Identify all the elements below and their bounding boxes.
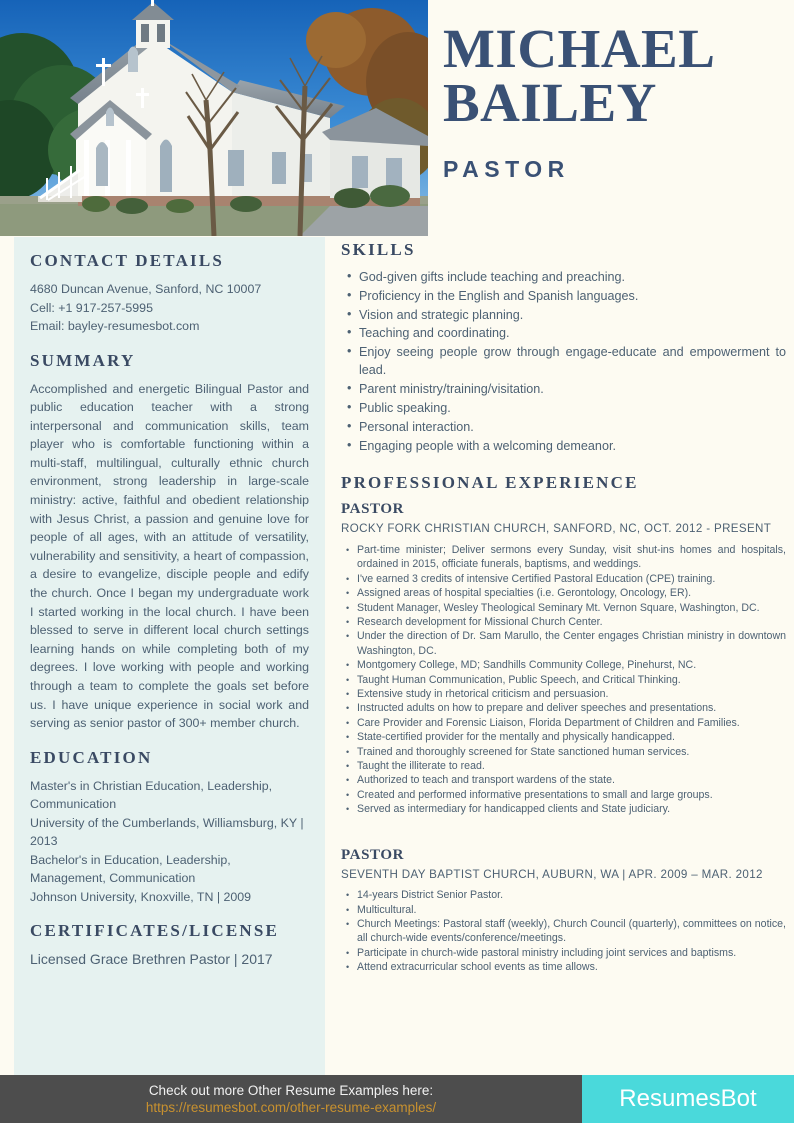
- skill-item: • Enjoy seeing people grow through engage-educate and empowerment to lead.: [341, 343, 786, 380]
- job-company-dates: SEVENTH DAY BAPTIST CHURCH, AUBURN, WA | APR. 2009 – MAR. 2012: [341, 867, 763, 881]
- duty-item: • Extensive study in rhetorical criticism and persuasion.: [341, 687, 786, 701]
- duty-item: • Church Meetings: Pastoral staff (weekly), Church Council (quarterly), committees on notice, all church-wide events/conference/meetings.: [341, 917, 786, 946]
- spacer: [341, 455, 786, 473]
- resumesbot-brand-badge[interactable]: ResumesBot: [582, 1075, 794, 1123]
- skill-item: • Vision and strategic planning.: [341, 306, 786, 324]
- certificate-entry: Licensed Grace Brethren Pastor | 2017: [30, 951, 273, 968]
- skill-item: • Public speaking.: [341, 399, 786, 417]
- education-entry: Johnson University, Knoxville, TN | 2009: [30, 889, 252, 904]
- summary-heading: SUMMARY: [30, 350, 136, 370]
- skill-item: • Engaging people with a welcoming demeanor.: [341, 437, 786, 455]
- duty-item: • Montgomery College, MD; Sandhills Community College, Pinehurst, NC.: [341, 658, 786, 672]
- skill-item: • Teaching and coordinating.: [341, 324, 786, 342]
- job-duties-list: [341, 888, 786, 974]
- education-heading: EDUCATION: [30, 747, 153, 767]
- education-entry: University of the Cumberlands, Williamsburg, KY | 2013: [30, 815, 304, 849]
- duty-item: • 14-years District Senior Pastor.: [341, 888, 786, 902]
- duty-item: • Research development for Missional Church Center.: [341, 615, 786, 629]
- duty-item: • Served as intermediary for handicapped clients and State judiciary.: [341, 802, 786, 816]
- duty-item: • State-certified provider for the mentally and physically handicapped.: [341, 730, 786, 744]
- duty-item: • Instructed adults on how to prepare and deliver speeches and presentations.: [341, 701, 786, 715]
- duty-item: • Multicultural.: [341, 903, 786, 917]
- job-duties-list: [341, 543, 786, 817]
- duty-item: • Taught the illiterate to read.: [341, 759, 786, 773]
- duty-item: • Attend extracurricular school events as time allows.: [341, 960, 786, 974]
- contact-details-heading: CONTACT DETAILS: [30, 251, 225, 270]
- job-role-title: PASTOR: [443, 155, 570, 182]
- job-company-dates: ROCKY FORK CHRISTIAN CHURCH, SANFORD, NC, OCT. 2012 - PRESENT: [341, 522, 772, 536]
- contact-email: Email: bayley-resumesbot.com: [30, 319, 200, 333]
- spacer: [30, 906, 309, 921]
- duty-item: • Under the direction of Dr. Sam Marullo, the Center engages Christian ministry in downtown Washington, DC.: [341, 629, 786, 658]
- summary-text: Accomplished and energetic Bilingual Pastor and public education teacher with a strong interpersonal and communication skills, team player who is comfortable functioning within a multi-staff, multilingual, culturally ethnic church environment, strong leadership in large-scale ministry: active, faithful and obedient relationship with Jesus Christ, a passion and genuine love for people of all ages, with an attitude of versatility, vulnerability and sensitivity, a heart of compassion, a desire to evangelize, disciple people and edify the church. Once I began my undergraduate work I started working in the local church. I have been blessed to serve in different local church settings learning hands on while completing both of my degrees. I love working with people and working through a team to complete the goals set before us. I have unique experience in social work and serving as senior pastor of 300+ member church.: [30, 381, 309, 731]
- experience-entry: [341, 847, 786, 975]
- left-sidebar: [14, 237, 325, 1075]
- education-entry: Master's in Christian Education, Leadership, Communication: [30, 778, 273, 812]
- main-content: [341, 240, 786, 975]
- church-photo-illustration: [0, 0, 428, 236]
- spacer: [30, 733, 309, 748]
- experience-heading: PROFESSIONAL EXPERIENCE: [341, 473, 639, 493]
- skill-item: • Personal interaction.: [341, 418, 786, 436]
- footer-caption: Check out more Other Resume Examples here:: [148, 1083, 434, 1098]
- skills-list: [341, 268, 786, 455]
- first-name: MICHAEL: [443, 18, 716, 79]
- contact-phone: Cell: +1 917-257-5995: [30, 300, 153, 315]
- footer-url-link[interactable]: https://resumesbot.com/other-resume-examples/: [145, 1100, 437, 1115]
- education-entry: Bachelor's in Education, Leadership, Management, Communication: [30, 852, 231, 886]
- duty-item: • Created and performed informative presentations to small and large groups.: [341, 788, 786, 802]
- contact-address: 4680 Duncan Avenue, Sanford, NC 10007: [30, 282, 262, 296]
- skill-item: • Parent ministry/training/visitation.: [341, 380, 786, 398]
- skills-heading: SKILLS: [341, 240, 416, 259]
- spacer: [341, 817, 786, 843]
- certificates-heading: CERTIFICATES/LICENSE: [30, 921, 280, 941]
- duty-item: • Student Manager, Wesley Theological Seminary Mt. Vernon Square, Washington, DC.: [341, 601, 786, 615]
- duty-item: • I've earned 3 credits of intensive Certified Pastoral Education (CPE) training.: [341, 572, 786, 586]
- last-name: BAILEY: [443, 71, 657, 133]
- church-photo: [0, 0, 428, 236]
- experience-entry: [341, 501, 786, 816]
- duty-item: • Care Provider and Forensic Liaison, Florida Department of Children and Families.: [341, 716, 786, 730]
- duty-item: • Taught Human Communication, Public Speech, and Critical Thinking.: [341, 673, 786, 687]
- spacer: [30, 336, 309, 351]
- footer-promo: [0, 1075, 582, 1123]
- duty-item: • Trained and thoroughly screened for State sanctioned human services.: [341, 745, 786, 759]
- duty-item: • Authorized to teach and transport wardens of the state.: [341, 773, 786, 787]
- duty-item: • Assigned areas of hospital specialties (i.e. Gerontology, Oncology, ER).: [341, 586, 786, 600]
- duty-item: • Participate in church-wide pastoral ministry including joint services and baptisms.: [341, 946, 786, 960]
- footer-bar: [0, 1075, 794, 1123]
- duty-item: • Part-time minister; Deliver sermons every Sunday, visit shut-ins homes and hospitals, ordained in 2015, officiate funerals, baptisms, and weddings.: [341, 543, 786, 572]
- skill-item: • God-given gifts include teaching and preaching.: [341, 268, 786, 286]
- skill-item: • Proficiency in the English and Spanish languages.: [341, 287, 786, 305]
- header-name-block: [443, 0, 794, 236]
- job-title: PASTOR: [341, 501, 405, 518]
- job-title: PASTOR: [341, 846, 405, 863]
